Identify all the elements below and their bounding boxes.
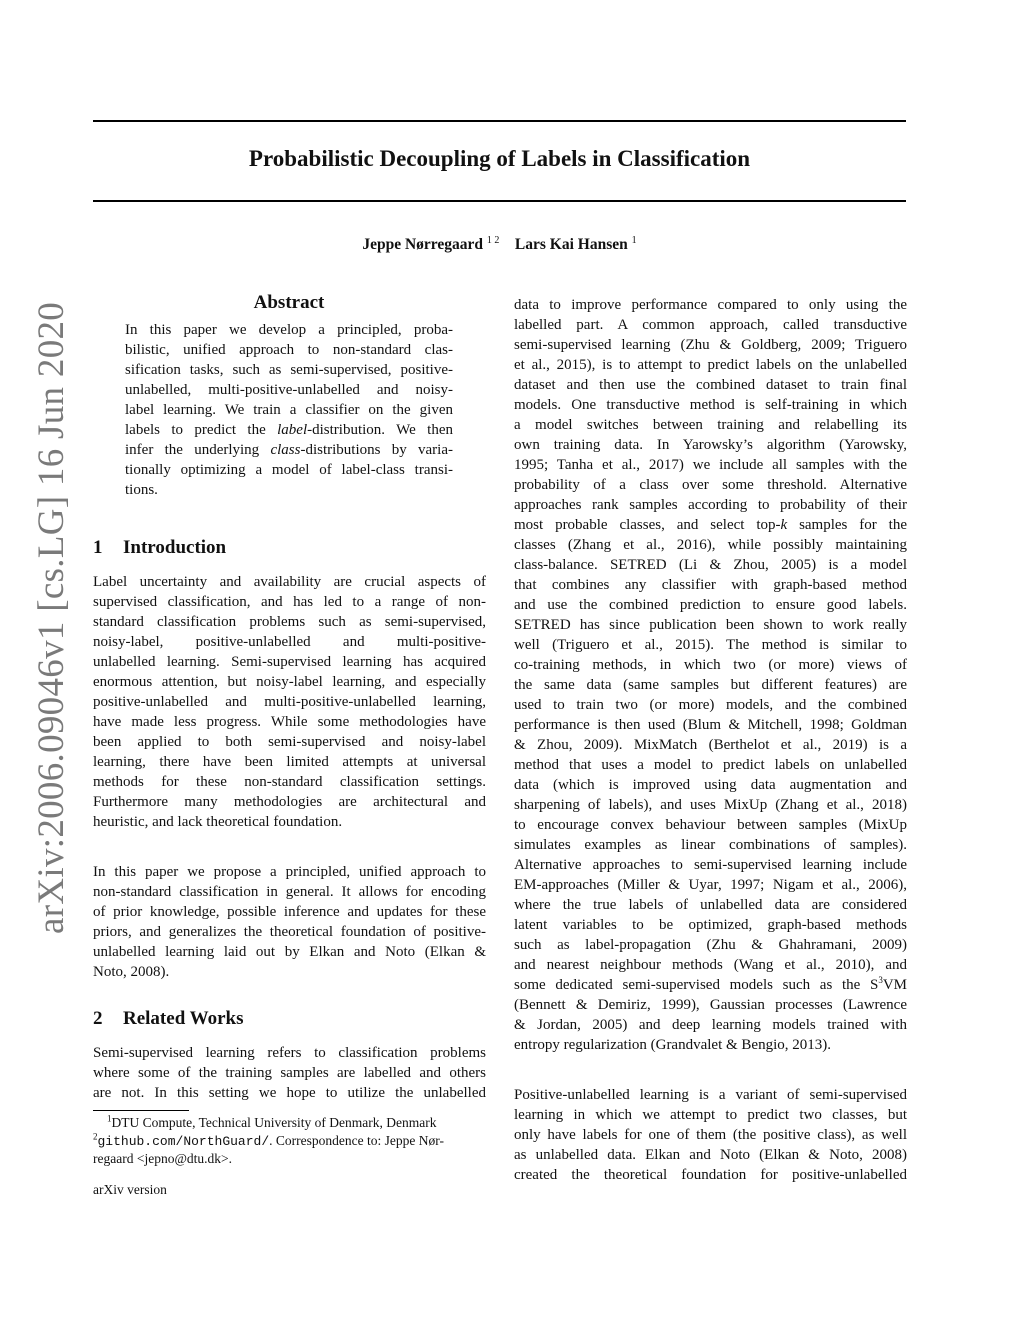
intro-paragraph-1 xyxy=(93,572,486,832)
text-line: a model switches between training and relabelling its xyxy=(514,417,907,433)
text-line: unlabelled learning laid out by Elkan and Noto (Elkan & xyxy=(93,944,486,960)
arxiv-identifier: arXiv:2006.09046v1 [cs.LG] 16 Jun 2020 xyxy=(31,301,72,934)
text-line: the same data (same samples but different features) are xyxy=(514,677,907,693)
footnote-rule xyxy=(93,1110,189,1111)
text-line: & Jordan, 2005) and deep learning models trained with xyxy=(514,1017,907,1033)
text-line: Semi-supervised learning refers to classification problems xyxy=(93,1045,486,1061)
abstract-line: tionally optimizing a model of label-class transi- xyxy=(125,462,453,478)
author-affiliation: 1 2 xyxy=(486,234,500,246)
section-heading-introduction: 1 Introduction xyxy=(93,537,227,558)
text-line: Label uncertainty and availability are crucial aspects of xyxy=(93,574,486,590)
intro-paragraph-2 xyxy=(93,862,486,982)
abstract-line: label learning. We train a classifier on the given xyxy=(125,402,453,418)
author-name: Jeppe Nørregaard xyxy=(362,236,484,253)
text-line: Furthermore many methodologies are architectural and xyxy=(93,794,486,810)
section-heading-related-works: 2 Related Works xyxy=(93,1008,244,1029)
text-line: where some of the training samples are labelled and others xyxy=(93,1065,486,1081)
text-line: of prior knowledge, possible inference and updates for these xyxy=(93,904,486,920)
right-column-paragraph-1 xyxy=(514,295,907,1055)
text-line: most probable classes, and select top-k samples for the xyxy=(514,517,907,533)
text-line: unlabelled learning. Semi-supervised learning has acquired xyxy=(93,654,486,670)
footnote-2-continuation: regaard <jepno@dtu.dk>. xyxy=(93,1151,232,1166)
text-line: data to improve performance compared to only using the xyxy=(514,297,907,313)
text-line: classes (Zhang et al., 2016), while possibly maintaining xyxy=(514,537,907,553)
author-affiliation: 1 xyxy=(631,234,637,246)
abstract-line: In this paper we develop a principled, proba- xyxy=(125,322,453,338)
text-line: well (Triguero et al., 2015). The method is similar to xyxy=(514,637,907,653)
text-line: that combines any classifier with graph-based method xyxy=(514,577,907,593)
text-line: learning in which we attempt to predict two classes, but xyxy=(514,1107,907,1123)
text-line: & Zhou, 2009). MixMatch (Berthelot et al., 2019) is a xyxy=(514,737,907,753)
text-line: class-balance. SETRED (Li & Zhou, 2005) is a model xyxy=(514,557,907,573)
abstract-text xyxy=(125,320,453,500)
text-line: enormous attention, but noisy-label learning, and especially xyxy=(93,674,486,690)
author-list xyxy=(93,236,906,254)
footnote-1: $^1$DTU Compute, Technical University of Denmark, Denmark xyxy=(107,1113,437,1130)
text-line: to encourage convex behaviour between samples (MixUp xyxy=(514,817,907,833)
text-line: standard classification problems such as semi-supervised, xyxy=(93,614,486,630)
text-line: (Bennett & Demiriz, 1999), Gaussian processes (Lawrence xyxy=(514,997,907,1013)
text-line: models. One transductive method is self-training in which xyxy=(514,397,907,413)
text-line: created the theoretical foundation for positive-unlabelled xyxy=(514,1167,907,1183)
text-line: et al., 2015), is to attempt to predict labels on the unlabelled xyxy=(514,357,907,373)
text-line: heuristic, and lack theoretical foundation. xyxy=(93,814,343,830)
text-line: own training data. In Yarowsky’s algorithm (Yarowsky, xyxy=(514,437,907,453)
text-line: Positive-unlabelled learning is a variant of semi-supervised xyxy=(514,1087,907,1103)
text-line: method that uses a model to predict labels on unlabelled xyxy=(514,757,907,773)
text-line: In this paper we propose a principled, unified approach to xyxy=(93,864,486,880)
abstract-line: tions. xyxy=(125,482,158,498)
text-line: and use the combined prediction to ensure good labels. xyxy=(514,597,907,613)
text-line: learning, there have been limited attempts at universal xyxy=(93,754,486,770)
abstract-line: labels to predict the label-distribution. We then xyxy=(125,422,453,438)
abstract-line: unlabelled, multi-positive-unlabelled and noisy- xyxy=(125,382,453,398)
text-line: only have labels for one of them (the positive class), as well xyxy=(514,1127,907,1143)
text-line: been applied to both semi-supervised and noisy-label xyxy=(93,734,486,750)
text-line: data (which is improved using data augmentation and xyxy=(514,777,907,793)
text-line: EM-approaches (Miller & Uyar, 1997; Nigam et al., 2006), xyxy=(514,877,907,893)
title-rule-top xyxy=(93,120,906,122)
abstract-line: sification tasks, such as semi-supervised, positive- xyxy=(125,362,453,378)
text-line: labelled part. A common approach, called transductive xyxy=(514,317,907,333)
text-line: 1995; Tanha et al., 2017) we include all samples with the xyxy=(514,457,907,473)
text-line: used to train two (or more) models, and the combined xyxy=(514,697,907,713)
text-line: noisy-label, positive-unlabelled and multi-positive- xyxy=(93,634,486,650)
text-line: supervised classification, and has led to a range of non- xyxy=(93,594,486,610)
text-line: Alternative approaches to semi-supervised learning include xyxy=(514,857,907,873)
github-link[interactable]: github.com/NorthGuard/ xyxy=(97,1134,270,1149)
abstract-heading: Abstract xyxy=(253,292,325,313)
author-name: Lars Kai Hansen xyxy=(514,236,628,253)
text-line: entropy regularization (Grandvalet & Bengio, 2013). xyxy=(514,1037,831,1053)
text-line: performance is then used (Blum & Mitchell, 1998; Goldman xyxy=(514,717,907,733)
text-line: latent variables to be optimized, graph-based methods xyxy=(514,917,907,933)
text-line: positive-unlabelled and multi-positive-unlabelled learning, xyxy=(93,694,486,710)
text-line: non-standard classification in general. It allows for encoding xyxy=(93,884,486,900)
text-line: methods for these non-standard classification settings. xyxy=(93,774,486,790)
version-note: arXiv version xyxy=(93,1182,167,1197)
text-line: are not. In this setting we hope to utilize the unlabelled xyxy=(93,1085,486,1101)
footnote-2: $^2$github.com/NorthGuard/. Correspondence to: Jeppe Nør- xyxy=(93,1131,444,1149)
footnotes xyxy=(93,1114,486,1168)
text-line: priors, and generalizes the theoretical foundation of positive- xyxy=(93,924,486,940)
paper-title: Probabilistic Decoupling of Labels in Classification xyxy=(248,146,751,171)
text-line: dataset and then use the combined dataset to train final xyxy=(514,377,907,393)
text-line: co-training methods, in which two (or more) views of xyxy=(514,657,907,673)
text-line: probability of a class over some threshold. Alternative xyxy=(514,477,907,493)
text-line: and nearest neighbour methods (Wang et al., 2010), and xyxy=(514,957,907,973)
text-line: sharpening of labels), and uses MixUp (Zhang et al., 2018) xyxy=(514,797,907,813)
text-line: such as label-propagation (Zhu & Ghahramani, 2009) xyxy=(514,937,907,953)
text-line: where the true labels of unlabelled data are considered xyxy=(514,897,907,913)
text-line: some dedicated semi-supervised models such as the $S^3VM$ xyxy=(514,975,907,993)
text-line: simulates examples as linear combinations of samples). xyxy=(514,837,907,853)
text-line: Noto, 2008). xyxy=(93,964,170,980)
text-line: semi-supervised learning (Zhu & Goldberg, 2009; Triguero xyxy=(514,337,907,353)
text-line: as unlabelled data. Elkan and Noto (Elkan & Noto, 2008) xyxy=(514,1147,907,1163)
text-line: have made less progress. While some methodologies have xyxy=(93,714,486,730)
right-column-paragraph-2 xyxy=(514,1085,907,1185)
related-paragraph-1 xyxy=(93,1043,486,1103)
title-rule-bottom xyxy=(93,200,906,202)
abstract-line: bilistic, unified approach to non-standard clas- xyxy=(125,342,453,358)
text-line: approaches rank samples according to probability of their xyxy=(514,497,907,513)
abstract-line: infer the underlying class-distributions by varia- xyxy=(125,442,453,458)
text-line: SETRED has since publication been shown to work really xyxy=(514,617,907,633)
